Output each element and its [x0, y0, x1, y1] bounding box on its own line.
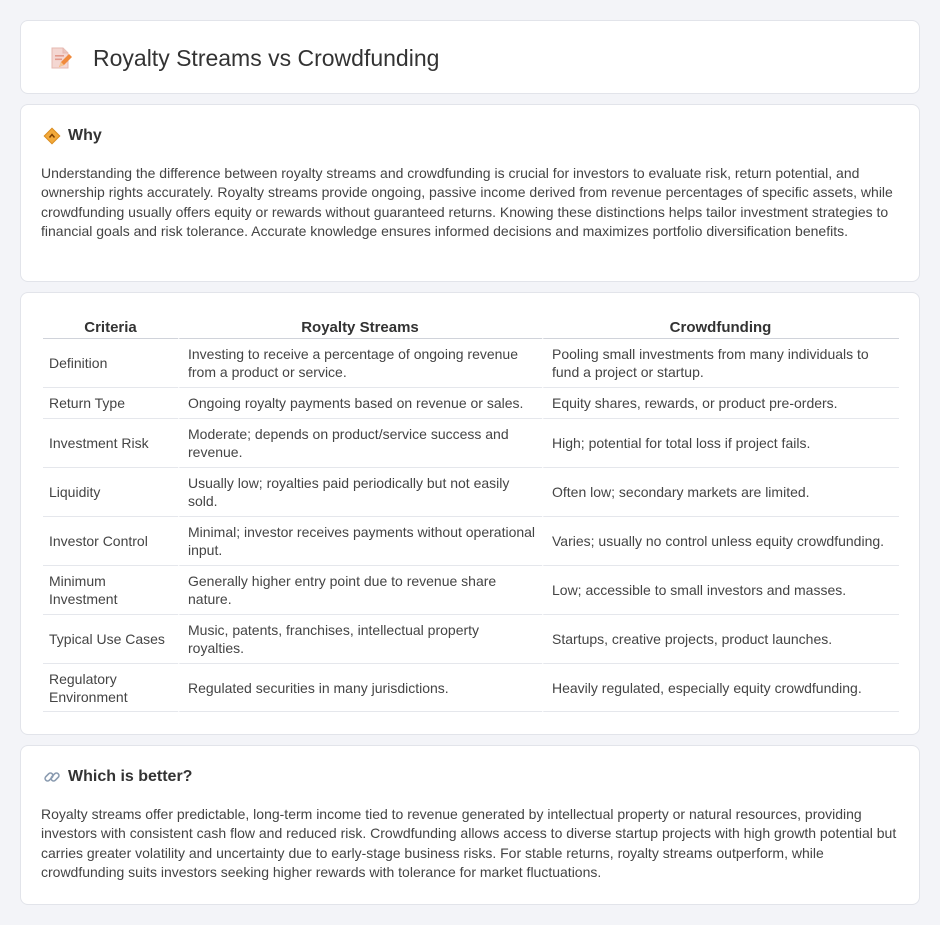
crowdfunding-cell: Equity shares, rewards, or product pre-orders.	[542, 387, 899, 418]
criteria-cell: Liquidity	[43, 467, 178, 516]
royalty-cell: Minimal; investor receives payments without operational input.	[178, 516, 542, 565]
link-icon	[43, 768, 61, 786]
which-is-better-section	[20, 745, 920, 905]
crowdfunding-cell: Pooling small investments from many individuals to fund a project or startup.	[542, 338, 899, 387]
royalty-cell: Investing to receive a percentage of ongoing revenue from a product or service.	[178, 338, 542, 387]
crowdfunding-cell: Heavily regulated, especially equity crowdfunding.	[542, 663, 899, 712]
comparison-table	[43, 315, 899, 712]
criteria-cell: Investment Risk	[43, 418, 178, 467]
royalty-cell: Regulated securities in many jurisdictions.	[178, 663, 542, 712]
title-card	[20, 20, 920, 94]
crowdfunding-cell: High; potential for total loss if project fails.	[542, 418, 899, 467]
page-header	[47, 43, 439, 73]
criteria-cell: Investor Control	[43, 516, 178, 565]
table-row	[43, 516, 899, 565]
criteria-cell: Return Type	[43, 387, 178, 418]
table-row	[43, 418, 899, 467]
header-royalty-streams: Royalty Streams	[301, 319, 419, 336]
better-header	[43, 768, 192, 786]
criteria-cell: Minimum Investment	[43, 565, 178, 614]
royalty-cell: Moderate; depends on product/service success and revenue.	[178, 418, 542, 467]
header-crowdfunding: Crowdfunding	[669, 319, 772, 336]
table-row	[43, 663, 899, 712]
why-section	[20, 104, 920, 282]
table-row	[43, 467, 899, 516]
header-criteria: Criteria	[84, 319, 137, 336]
table-header-row	[43, 315, 899, 338]
why-title: Why	[68, 127, 102, 144]
crowdfunding-cell: Startups, creative projects, product launches.	[542, 614, 899, 663]
royalty-cell: Generally higher entry point due to revenue share nature.	[178, 565, 542, 614]
royalty-cell: Ongoing royalty payments based on revenue or sales.	[178, 387, 542, 418]
royalty-cell: Usually low; royalties paid periodically but not easily sold.	[178, 467, 542, 516]
why-text: Understanding the difference between royalty streams and crowdfunding is crucial for investors to evaluate risk, return potential, and ownership rights accurately. Royalty streams provide ongoing, passive income derived from revenue percentages of specific assets, while crowdfunding usually offers equity or rewards without guaranteed returns. Knowing these distinctions helps tailor investment strategies to financial goals and risk tolerance. Accurate knowledge ensures informed decisions and maximizes portfolio diversification benefits.	[41, 165, 893, 240]
table-row	[43, 338, 899, 387]
better-title: Which is better?	[68, 768, 193, 785]
table-row	[43, 614, 899, 663]
criteria-cell: Typical Use Cases	[43, 614, 178, 663]
table-row	[43, 387, 899, 418]
crowdfunding-cell: Varies; usually no control unless equity crowdfunding.	[542, 516, 899, 565]
diamond-sign-icon	[43, 127, 61, 145]
table-row	[43, 565, 899, 614]
better-text: Royalty streams offer predictable, long-term income tied to revenue generated by intellectual property or natural resources, providing investors with consistent cash flow and reduced risk. Crowdfunding allows access to diverse startup projects with high growth potential but carries greater volatility and uncertainty due to early-stage business risks. For stable returns, royalty streams outperform, while crowdfunding suits investors seeking higher rewards with tolerance for market fluctuations.	[41, 806, 897, 881]
crowdfunding-cell: Low; accessible to small investors and masses.	[542, 565, 899, 614]
criteria-cell: Definition	[43, 338, 178, 387]
page-title: Royalty Streams vs Crowdfunding	[93, 45, 440, 71]
crowdfunding-cell: Often low; secondary markets are limited.	[542, 467, 899, 516]
why-header	[43, 127, 102, 145]
comparison-card	[20, 292, 920, 735]
criteria-cell: Regulatory Environment	[43, 663, 178, 712]
royalty-cell: Music, patents, franchises, intellectual property royalties.	[178, 614, 542, 663]
document-pencil-icon	[47, 45, 73, 71]
